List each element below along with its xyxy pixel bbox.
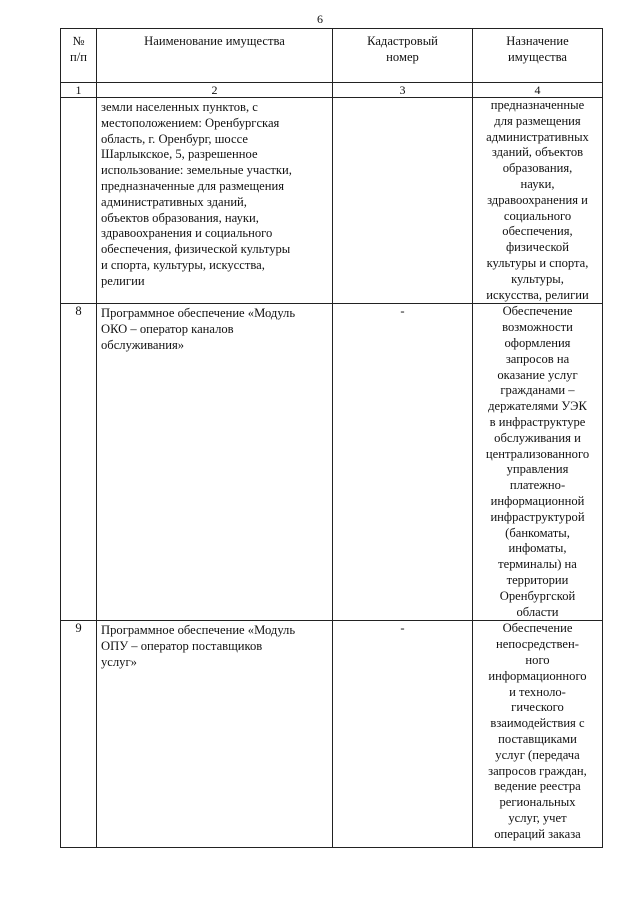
text-line: объектов образования, науки, (101, 210, 259, 225)
text-line: использование: земельные участки, (101, 163, 292, 178)
header-num-line: п/п (70, 49, 87, 64)
text-line: земли населенных пунктов, с (101, 100, 258, 114)
table-header-row (61, 29, 603, 83)
text-line: здравоохранения и (487, 192, 588, 207)
text-line: региональных (499, 795, 576, 810)
text-line: услуг (передача (495, 747, 580, 762)
row-number (61, 98, 97, 304)
cadastral-number: - (333, 304, 473, 621)
text-line: Обеспечение (502, 621, 573, 636)
text-line: культуры, (511, 271, 564, 286)
property-name (97, 621, 333, 848)
text-line: ОКО – оператор каналов (101, 322, 234, 337)
text-line: инфраструктурой (490, 509, 585, 524)
text-line: и спорта, культуры, искусства, (101, 257, 265, 272)
text-line: административных зданий, (101, 194, 247, 209)
table-row (61, 621, 603, 848)
text-line: физической (506, 240, 569, 255)
text-line: образования, (502, 161, 573, 176)
property-purpose (473, 304, 603, 621)
text-line: взаимодействия с (490, 716, 585, 731)
header-cadastral-line: номер (386, 49, 419, 64)
property-name (97, 304, 333, 621)
text-line: гражданами – (500, 383, 575, 398)
text-line: религии (101, 273, 145, 288)
cadastral-number: - (333, 621, 473, 848)
text-line: информационной (490, 493, 585, 508)
row-number: 8 (61, 304, 97, 621)
text-line: зданий, объектов (491, 145, 584, 160)
text-line: возможности (502, 320, 573, 335)
text-line: местоположением: Оренбургская (101, 115, 280, 130)
text-line: держателями УЭК (488, 399, 587, 414)
text-line: науки, (520, 176, 555, 191)
text-line: Шарлыкское, 5, разрешенное (101, 147, 258, 162)
text-line: искусства, религии (486, 287, 589, 302)
text-line: операций заказа (494, 826, 581, 841)
text-line: услуг, учет (508, 810, 567, 825)
column-number: 3 (333, 83, 473, 98)
text-line: (банкоматы, (505, 525, 570, 540)
text-line: поставщиками (498, 731, 577, 746)
text-line: Обеспечение (502, 304, 573, 319)
text-line: предназначенные для размещения (101, 178, 285, 193)
text-line: ного (525, 652, 550, 667)
text-line: ОПУ – оператор поставщиков (101, 639, 263, 654)
property-table (60, 28, 603, 848)
row-number: 9 (61, 621, 97, 848)
text-line: культуры и спорта, (486, 255, 589, 270)
text-line: услуг» (101, 654, 137, 669)
property-purpose (473, 98, 603, 304)
text-line: оформления (504, 335, 571, 350)
text-line: централизованного (485, 446, 590, 461)
text-line: для размещения (494, 113, 581, 128)
text-line: оказание услуг (497, 367, 578, 382)
text-line: административных (486, 129, 589, 144)
text-line: Программное обеспечение «Модуль (101, 306, 296, 321)
text-line: Оренбургской (499, 588, 576, 603)
text-line: и техноло- (509, 684, 566, 699)
header-purpose (473, 29, 603, 83)
header-cadastral-line: Кадастровый (367, 34, 438, 48)
text-line: здравоохранения и социального (101, 226, 273, 241)
column-number: 1 (61, 83, 97, 98)
column-number: 4 (473, 83, 603, 98)
column-number-row (61, 83, 603, 98)
text-line: управления (506, 462, 569, 477)
text-line: область, г. Оренбург, шоссе (101, 131, 248, 146)
header-num-line: № (72, 34, 85, 48)
text-line: терминалы) на (498, 557, 577, 572)
text-line: инфоматы, (508, 541, 567, 556)
text-line: Программное обеспечение «Модуль (101, 623, 296, 638)
cadastral-number (333, 98, 473, 304)
text-line: области (516, 604, 559, 619)
table-row (61, 98, 603, 304)
table-row (61, 304, 603, 621)
text-line: предназначенные (490, 98, 585, 112)
page-number: 6 (317, 12, 323, 26)
header-num (61, 29, 97, 83)
text-line: территории (506, 572, 569, 587)
text-line: информационного (488, 668, 587, 683)
text-line: обеспечения, физической культуры (101, 242, 291, 257)
text-line: социального (503, 208, 572, 223)
column-number: 2 (97, 83, 333, 98)
text-line: обслуживания» (101, 337, 185, 352)
text-line: гического (511, 700, 564, 715)
text-line: в инфраструктуре (489, 414, 586, 429)
property-purpose (473, 621, 603, 848)
header-name: Наименование имущества (97, 29, 333, 83)
text-line: обслуживания и (494, 430, 581, 445)
text-line: запросов граждан, (488, 763, 587, 778)
text-line: платежно- (509, 478, 566, 493)
header-purpose-line: Назначение (506, 34, 569, 48)
header-cadastral (333, 29, 473, 83)
text-line: обеспечения, (502, 224, 573, 239)
text-line: запросов на (505, 351, 570, 366)
header-purpose-line: имущества (507, 49, 568, 64)
text-line: непосредствен- (496, 637, 579, 652)
property-name (97, 98, 333, 304)
text-line: ведение реестра (494, 779, 581, 794)
